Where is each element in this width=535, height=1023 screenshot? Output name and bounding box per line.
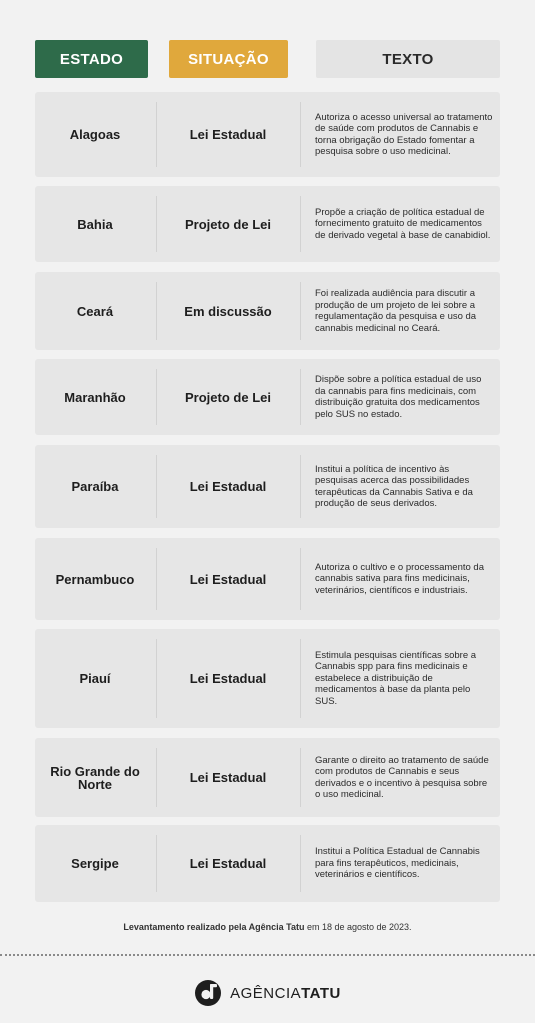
- table-row: [35, 538, 500, 620]
- cell-situacao: Lei Estadual: [189, 571, 267, 587]
- table-row: [35, 186, 500, 262]
- header-situacao: SITUAÇÃO: [169, 40, 288, 78]
- table-row: [35, 359, 500, 435]
- cell-texto: Propõe a criação de política estadual de fornecimento gratuito de medicamentos de derivado vegetal à base de canabidiol.: [315, 206, 491, 241]
- table-header: [35, 40, 500, 78]
- divider: [300, 748, 301, 807]
- divider: [300, 369, 301, 425]
- logo-wordmark: [230, 985, 341, 1002]
- cell-estado: Alagoas: [69, 127, 121, 142]
- divider: [300, 548, 301, 610]
- cell-estado: Sergipe: [71, 856, 119, 871]
- source-note: [0, 922, 535, 932]
- cell-estado: Ceará: [76, 303, 114, 319]
- cell-situacao: Lei Estadual: [189, 671, 267, 686]
- cell-texto: Autoriza o acesso universal ao tratamento de saúde com produtos de Cannabis e torna obrigação do Estado fomentar a pesquisa sobre o uso medicinal.: [315, 111, 493, 157]
- tatu-logo-icon: [194, 979, 222, 1007]
- cell-estado: Piauí: [79, 671, 111, 686]
- cell-texto: Foi realizada audiência para discutir a produção de um projeto de lei sobre a regulamentação da pesquisa e uso da cannabis medicinal no Ceará.: [315, 288, 477, 334]
- divider: [300, 455, 301, 518]
- cell-situacao: Lei Estadual: [189, 770, 267, 785]
- header-estado: ESTADO: [35, 40, 148, 78]
- divider: [300, 102, 301, 167]
- cell-texto: Estimula pesquisas científicas sobre a Cannabis spp para fins medicinais e estabelece a distribuição de medicamentos à base da planta pelo SUS.: [315, 649, 477, 707]
- header-texto: TEXTO: [316, 40, 500, 78]
- cell-situacao: Projeto de Lei: [185, 216, 271, 232]
- cell-situacao: Lei Estadual: [189, 479, 267, 494]
- cell-texto: Autoriza o cultivo e o processamento da cannabis sativa para fins medicinais, veterinários, científicos e industriais.: [315, 561, 484, 596]
- source-note-bold: Levantamento realizado pela Agência Tatu: [123, 922, 305, 932]
- table-row: [35, 272, 500, 350]
- cell-situacao: Lei Estadual: [189, 856, 267, 871]
- table-row: [35, 738, 500, 817]
- cell-situacao: Em discussão: [184, 303, 272, 319]
- logo-word-agencia: AGÊNCIA: [230, 984, 302, 1002]
- cell-situacao: Lei Estadual: [189, 127, 267, 142]
- divider: [300, 639, 301, 718]
- divider: [300, 282, 301, 340]
- table-row: [35, 629, 500, 728]
- table-row: [35, 445, 500, 528]
- cell-texto: Institui a política de incentivo às pesquisas acerca das possibilidades terapêuticas da Cannabis Sativa e da produção de seus derivados.: [315, 463, 473, 509]
- cell-texto: Dispõe sobre a política estadual de uso da cannabis para fins medicinais, com distribuição gratuita dos medicamentos pelo SUS no estado.: [315, 374, 482, 420]
- cell-estado: Bahia: [77, 216, 113, 232]
- cell-texto: Garante o direito ao tratamento de saúde com produtos de Cannabis e seus derivados e o incentivo à pesquisa sobre o uso medicinal.: [315, 754, 489, 800]
- divider: [300, 196, 301, 252]
- cell-situacao: Projeto de Lei: [185, 389, 271, 405]
- cell-estado: Pernambuco: [55, 571, 135, 587]
- table-row: [35, 825, 500, 902]
- logo-word-tatu: TATU: [301, 984, 341, 1002]
- agencia-tatu-logo: [0, 978, 535, 1008]
- source-note-date: em 18 de agosto de 2023.: [304, 922, 412, 932]
- cell-estado: Paraíba: [71, 479, 119, 494]
- cell-estado: Maranhão: [64, 389, 126, 405]
- cell-estado: Rio Grande do Norte: [50, 763, 140, 792]
- table-row: [35, 92, 500, 177]
- dotted-divider: [0, 954, 535, 956]
- cell-texto: Institui a Política Estadual de Cannabis para fins terapêuticos, medicinais, veterinários e científicos.: [315, 846, 480, 881]
- divider: [300, 835, 301, 892]
